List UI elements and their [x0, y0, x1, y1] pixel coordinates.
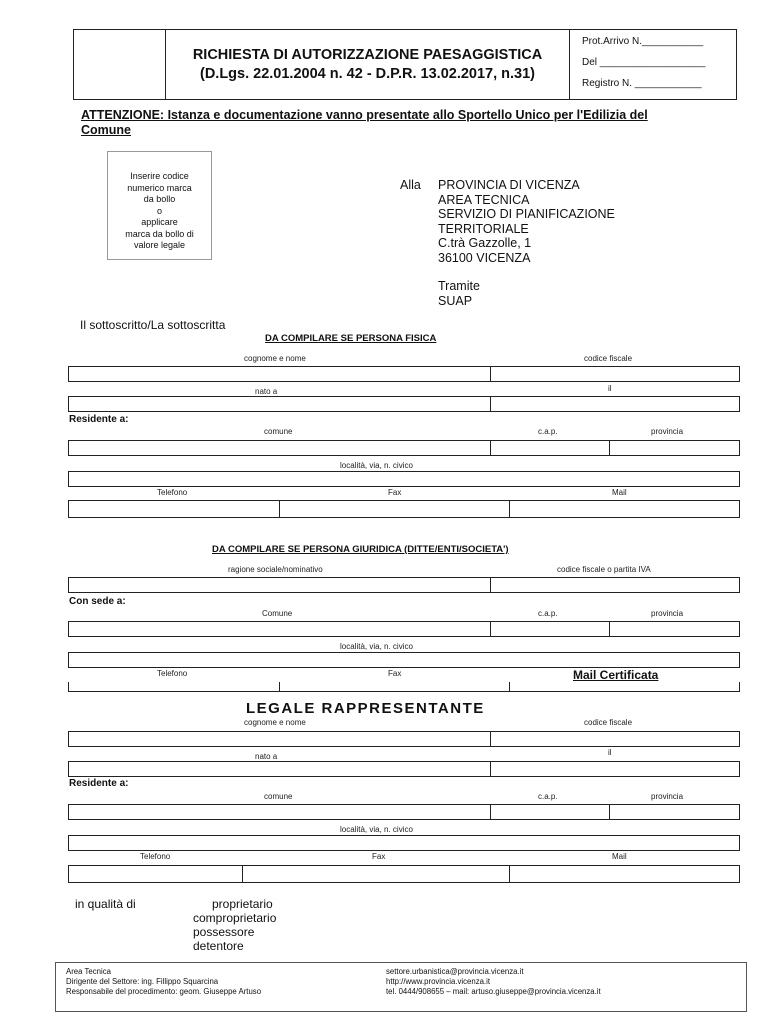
footer-responsabile: Responsabile del procedimento: geom. Giuseppe Artuso — [66, 987, 262, 996]
label-codice-fiscale-iva: codice fiscale o partita IVA — [557, 565, 651, 574]
footer-website[interactable]: http://www.provincia.vicenza.it — [386, 977, 491, 986]
divider — [490, 577, 491, 593]
label-localita: località, via, n. civico — [340, 461, 413, 470]
registro-number: Registro N. ____________ — [582, 78, 702, 89]
section-title-persona-giuridica: DA COMPILARE SE PERSONA GIURIDICA (DITTE/ENTI/SOCIETA') — [212, 544, 509, 555]
field-legale-contacts[interactable] — [68, 865, 740, 883]
label-provincia: provincia — [651, 609, 684, 618]
address-line: C.trà Gazzolle, 1 — [438, 236, 532, 250]
divider — [609, 621, 610, 637]
title-line-1: RICHIESTA DI AUTORIZZAZIONE PAESAGGISTICA — [192, 46, 543, 63]
label-cognome-nome: cognome e nome — [244, 718, 306, 727]
label-il: il — [608, 748, 612, 757]
label-telefono: Telefono — [157, 488, 188, 497]
document-title — [166, 30, 570, 99]
label-cap: c.a.p. — [538, 427, 558, 436]
divider — [490, 761, 491, 777]
stamp-text-2: numerico marca — [127, 182, 192, 193]
stamp-text-4: o — [156, 205, 162, 216]
label-cognome-nome: cognome e nome — [244, 354, 306, 363]
label-residente: Residente a: — [69, 778, 129, 789]
divider — [490, 440, 491, 456]
section-title-persona-fisica: DA COMPILARE SE PERSONA FISICA — [265, 333, 437, 344]
field-legale-comune[interactable] — [68, 804, 740, 820]
del-date: Del ___________________ — [582, 57, 706, 68]
option-proprietario[interactable]: proprietario — [212, 897, 273, 911]
field-comune[interactable] — [68, 440, 740, 456]
divider — [509, 865, 510, 883]
stamp-text-7: valore legale — [133, 240, 186, 250]
footer-phone-mail: tel. 0444/908655 – mail: artuso.giuseppe@provincia.vicenza.it — [386, 987, 601, 996]
title-line-2: (D.Lgs. 22.01.2004 n. 42 - D.P.R. 13.02.2017, n.31) — [199, 65, 536, 82]
divider — [490, 396, 491, 412]
label-fax: Fax — [388, 488, 402, 497]
tramite-label: Tramite — [438, 279, 480, 293]
footer-left — [66, 967, 261, 997]
label-comune: comune — [264, 792, 293, 801]
footer-area: Area Tecnica — [66, 967, 111, 976]
divider — [490, 804, 491, 820]
label-cap: c.a.p. — [538, 609, 558, 618]
address-line: 36100 VICENZA — [438, 250, 531, 265]
page-footer — [55, 962, 747, 1012]
attention-note: ATTENZIONE: Istanza e documentazione vanno presentate allo Sportello Unico per l'Edilizia del Comune — [81, 108, 648, 137]
divider — [490, 366, 491, 382]
field-cognome-nome[interactable] — [68, 366, 740, 382]
label-mail-certificata: Mail Certificata — [573, 668, 659, 682]
stamp-box — [107, 151, 212, 260]
label-localita: località, via, n. civico — [340, 825, 413, 834]
option-detentore[interactable]: detentore — [193, 939, 244, 953]
stamp-text-3: da bollo — [143, 194, 176, 204]
option-possessore[interactable]: possessore — [193, 925, 255, 939]
footer-dirigente: Dirigente del Settore: ing. Fillippo Squarcina — [66, 977, 219, 986]
prot-arrivo: Prot.Arrivo N.___________ — [582, 36, 704, 47]
label-codice-fiscale: codice fiscale — [584, 354, 633, 363]
field-sede-localita[interactable] — [68, 652, 740, 668]
label-comune: comune — [264, 427, 293, 436]
address-line: PROVINCIA DI VICENZA — [438, 178, 580, 192]
divider — [609, 440, 610, 456]
label-provincia: provincia — [651, 792, 684, 801]
divider — [609, 804, 610, 820]
divider — [242, 865, 243, 883]
divider — [509, 500, 510, 518]
field-localita[interactable] — [68, 471, 740, 487]
suap-label: SUAP — [438, 293, 473, 308]
section-title-legale: LEGALE RAPPRESENTANTE — [246, 700, 485, 717]
label-nato-a: nato a — [255, 387, 278, 396]
label-codice-fiscale: codice fiscale — [584, 718, 633, 727]
field-legale-localita[interactable] — [68, 835, 740, 851]
address-line: SERVIZIO DI PIANIFICAZIONE — [438, 207, 615, 221]
label-con-sede: Con sede a: — [69, 596, 126, 607]
stamp-text-5: applicare — [141, 217, 178, 227]
divider — [279, 682, 280, 692]
divider — [279, 500, 280, 518]
address-line: AREA TECNICA — [438, 192, 530, 207]
footer-right — [386, 967, 601, 997]
label-telefono: Telefono — [157, 669, 188, 678]
label-cap: c.a.p. — [538, 792, 558, 801]
recipient-address — [438, 178, 615, 308]
field-ragione-sociale[interactable] — [68, 577, 740, 593]
protocol-cell — [570, 30, 736, 99]
label-residente: Residente a: — [69, 414, 129, 425]
recipient-prefix: Alla — [400, 178, 421, 192]
logo-cell — [74, 30, 166, 99]
label-comune: Comune — [262, 609, 293, 618]
stamp-text-6: marca da bollo di — [125, 228, 194, 239]
label-mail: Mail — [612, 488, 627, 497]
field-sede-contacts[interactable] — [68, 682, 740, 692]
label-fax: Fax — [372, 852, 386, 861]
label-ragione-sociale: ragione sociale/nominativo — [228, 565, 323, 574]
option-comproprietario[interactable]: comproprietario — [193, 911, 277, 925]
label-localita: località, via, n. civico — [340, 642, 413, 651]
qualita-label: in qualità di — [75, 897, 136, 911]
label-provincia: provincia — [651, 427, 684, 436]
label-telefono: Telefono — [140, 852, 171, 861]
footer-email[interactable]: settore.urbanistica@provincia.vicenza.it — [386, 967, 524, 976]
divider — [490, 621, 491, 637]
field-sede-comune[interactable] — [68, 621, 740, 637]
undersigned-label: Il sottoscritto/La sottoscritta — [80, 318, 226, 332]
field-contacts[interactable] — [68, 500, 740, 518]
divider — [490, 731, 491, 747]
stamp-text-1: Inserire codice — [130, 171, 189, 181]
label-fax: Fax — [388, 669, 402, 678]
address-line: TERRITORIALE — [438, 221, 529, 236]
label-mail: Mail — [612, 852, 627, 861]
field-legale-nato-a[interactable] — [68, 761, 740, 777]
header-table — [73, 29, 737, 100]
label-il: il — [608, 384, 612, 393]
label-nato-a: nato a — [255, 752, 278, 761]
divider — [509, 682, 510, 692]
field-nato-a[interactable] — [68, 396, 740, 412]
field-legale-cognome-nome[interactable] — [68, 731, 740, 747]
